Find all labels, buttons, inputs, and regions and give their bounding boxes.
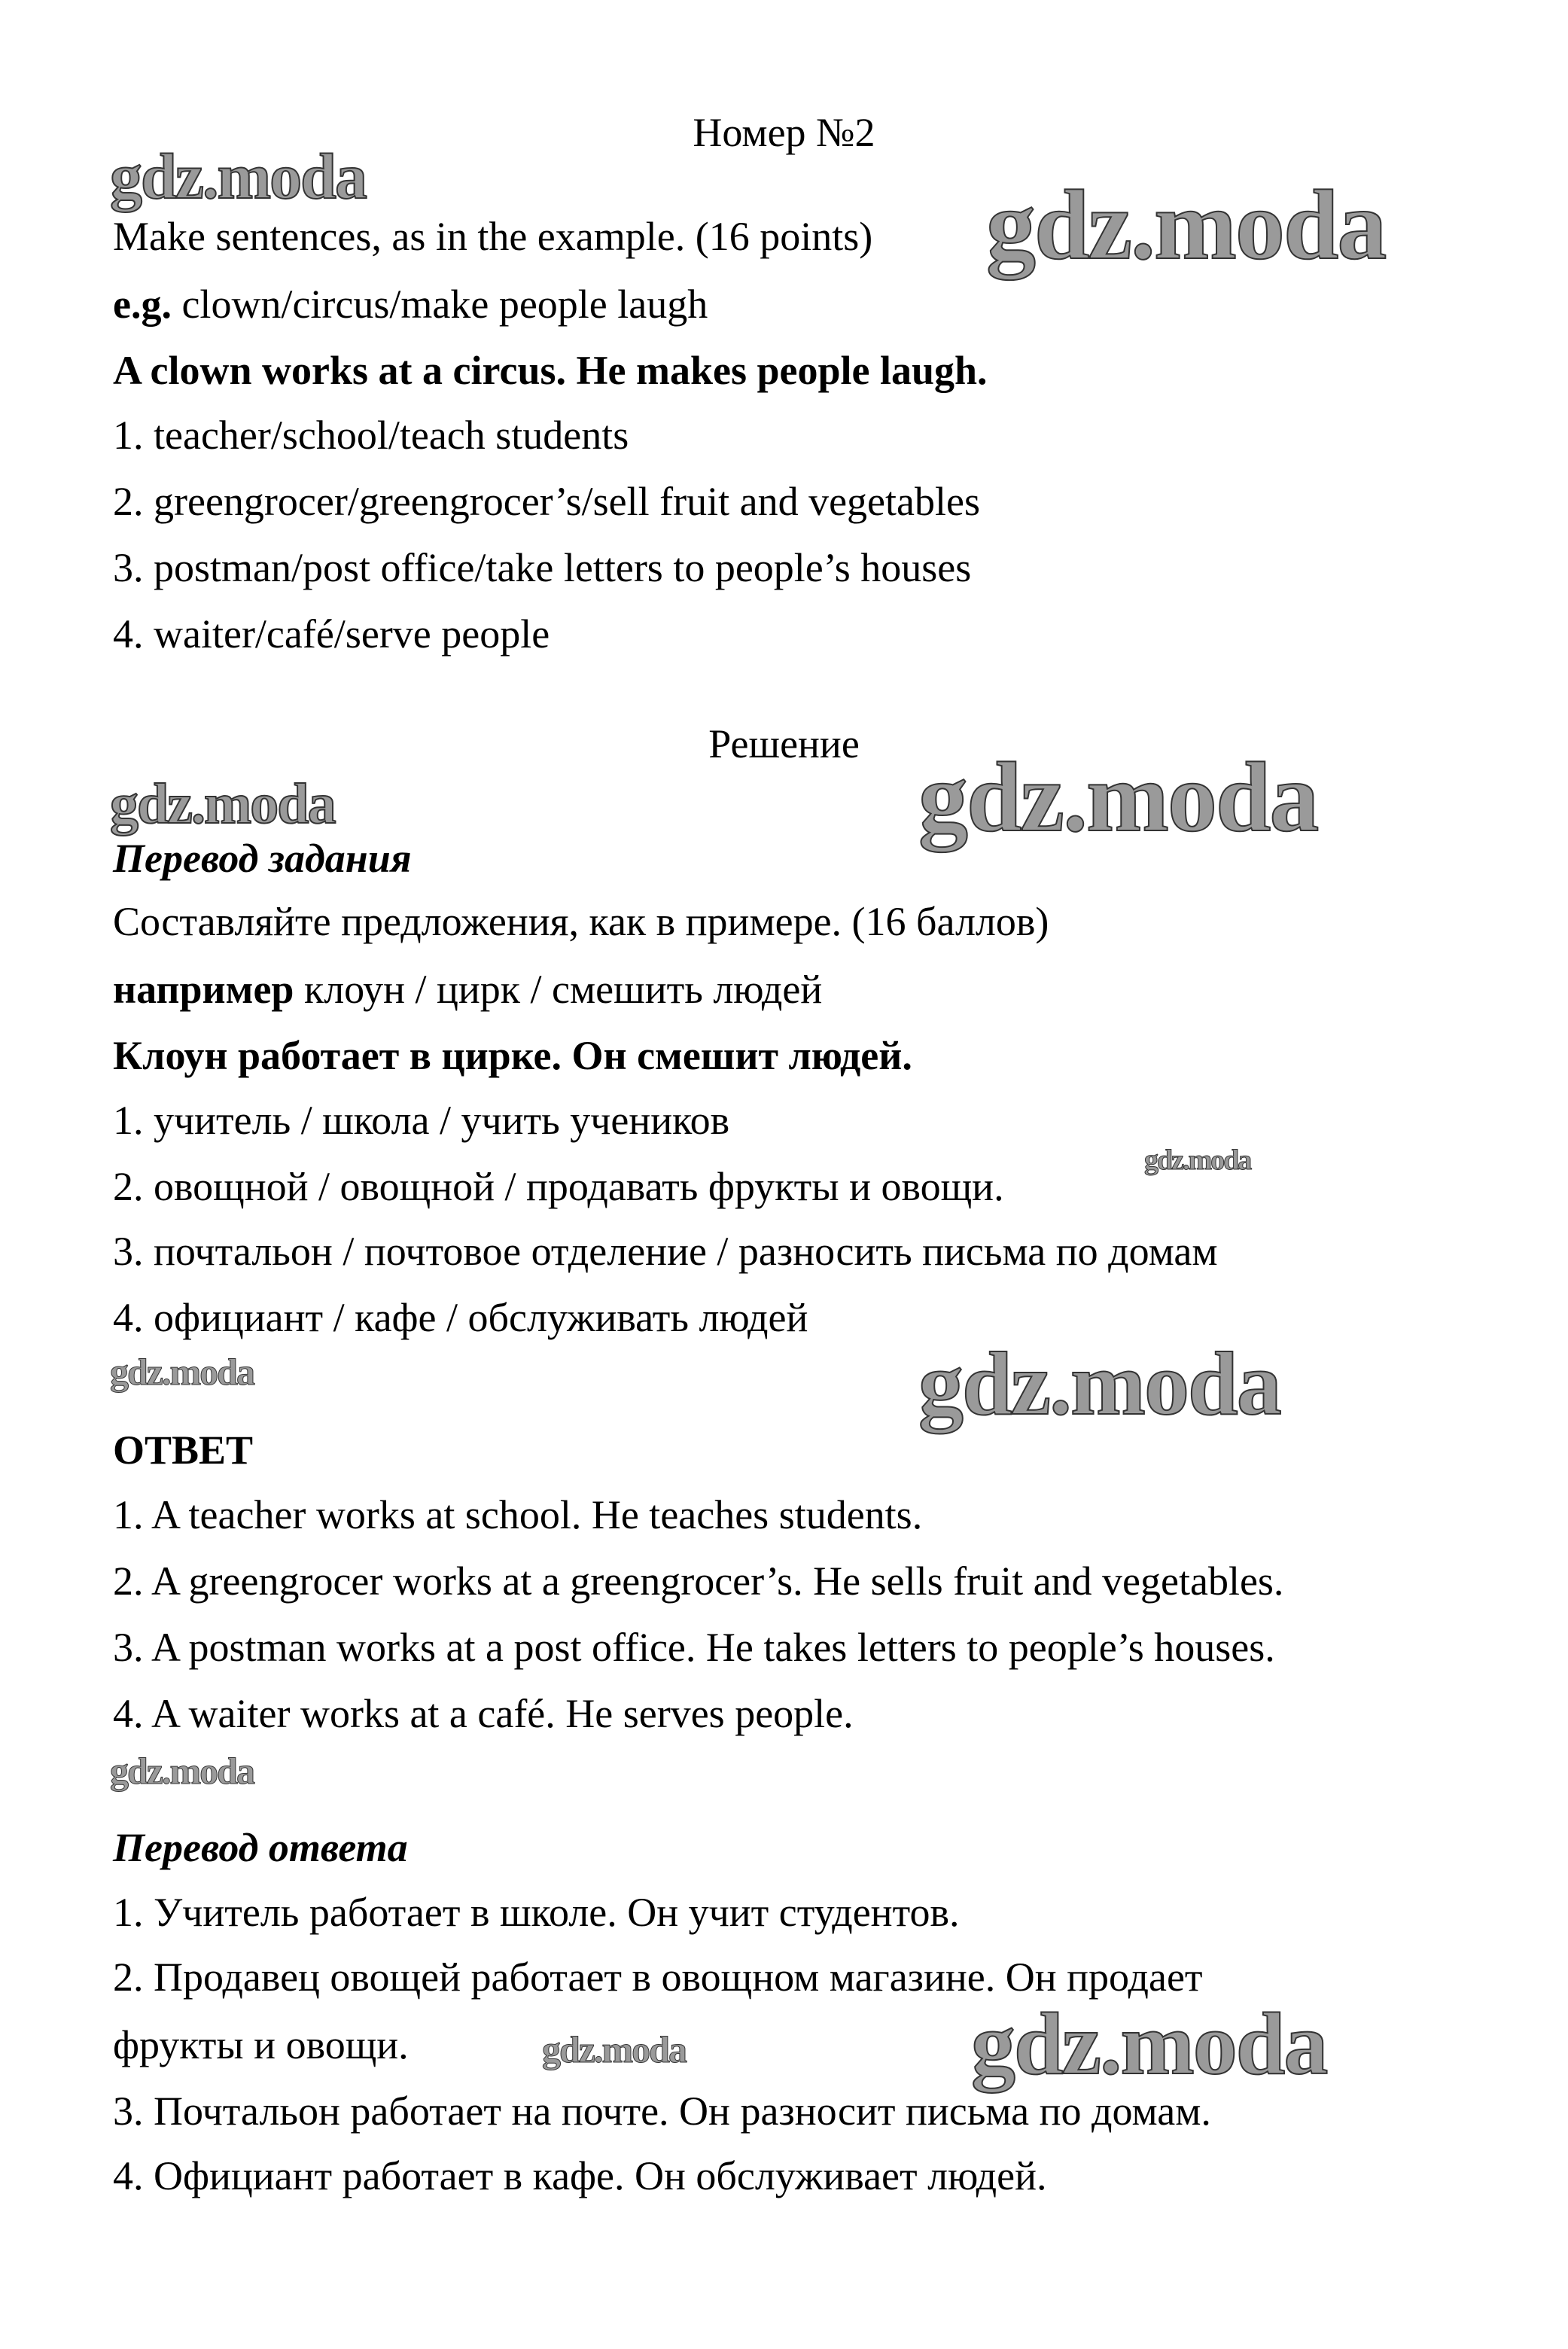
translation-item: 4. официант / кафе / обслуживать людей xyxy=(113,1295,808,1340)
example-label: e.g. xyxy=(113,282,172,327)
example-text: clown/circus/make people laugh xyxy=(171,282,708,327)
answer-item: 2. A greengrocer works at a greengrocer’s. He sells fruit and vegetables. xyxy=(113,1558,1284,1604)
watermark-logo: gdz.moda xyxy=(918,1333,1280,1433)
task-item: 3. postman/post office/take letters to people’s houses xyxy=(113,545,972,590)
watermark-logo: gdz.moda xyxy=(110,772,335,836)
task-example xyxy=(113,280,708,328)
watermark-logo: gdz.moda xyxy=(971,1994,1327,2093)
answer-translation-heading: Перевод ответа xyxy=(113,1825,408,1870)
answer-item: 1. A teacher works at school. He teaches students. xyxy=(113,1492,923,1537)
task-instruction: Make sentences, as in the example. (16 points) xyxy=(113,214,873,259)
task-item: 2. greengrocer/greengrocer’s/sell fruit and vegetables xyxy=(113,479,980,524)
answer-translation-item: 1. Учитель работает в школе. Он учит студентов. xyxy=(113,1890,960,1935)
solution-heading: Решение xyxy=(708,721,860,766)
answer-translation-item: фрукты и овощи. xyxy=(113,2022,409,2067)
task-item: 4. waiter/café/serve people xyxy=(113,611,550,657)
translation-item: 2. овощной / овощной / продавать фрукты и овощи. xyxy=(113,1164,1004,1209)
translation-item: 3. почтальон / почтовое отделение / разносить письма по домам xyxy=(113,1229,1218,1274)
watermark-logo: gdz.moda xyxy=(110,140,366,212)
answer-item: 3. A postman works at a post office. He takes letters to people’s houses. xyxy=(113,1625,1275,1670)
page-title: Номер №2 xyxy=(693,110,875,155)
answer-translation-item: 4. Официант работает в кафе. Он обслуживает людей. xyxy=(113,2153,1047,2198)
translation-example-answer: Клоун работает в цирке. Он смешит людей. xyxy=(113,1033,912,1078)
watermark-logo: gdz.moda xyxy=(110,1750,254,1792)
example-text: клоун / цирк / смешить людей xyxy=(294,967,823,1012)
translation-example xyxy=(113,965,822,1013)
watermark-logo: gdz.moda xyxy=(918,742,1318,852)
answer-heading: ОТВЕТ xyxy=(113,1427,254,1473)
translation-item: 1. учитель / школа / учить учеников xyxy=(113,1098,730,1143)
translation-heading: Перевод задания xyxy=(113,836,412,881)
watermark-logo: gdz.moda xyxy=(542,2028,686,2070)
example-label: например xyxy=(113,967,294,1012)
translation-instruction: Составляйте предложения, как в примере. (16 баллов) xyxy=(113,899,1049,944)
answer-translation-item: 3. Почтальон работает на почте. Он разносит письма по домам. xyxy=(113,2089,1211,2134)
watermark-logo: gdz.moda xyxy=(110,1351,254,1393)
answer-translation-item: 2. Продавец овощей работает в овощном магазине. Он продает xyxy=(113,1954,1203,2000)
task-item: 1. teacher/school/teach students xyxy=(113,413,629,458)
watermark-logo: gdz.moda xyxy=(986,169,1386,280)
task-example-answer: A clown works at a circus. He makes people laugh. xyxy=(113,348,988,393)
watermark-logo: gdz.moda xyxy=(1144,1144,1251,1176)
answer-item: 4. A waiter works at a café. He serves people. xyxy=(113,1691,854,1736)
